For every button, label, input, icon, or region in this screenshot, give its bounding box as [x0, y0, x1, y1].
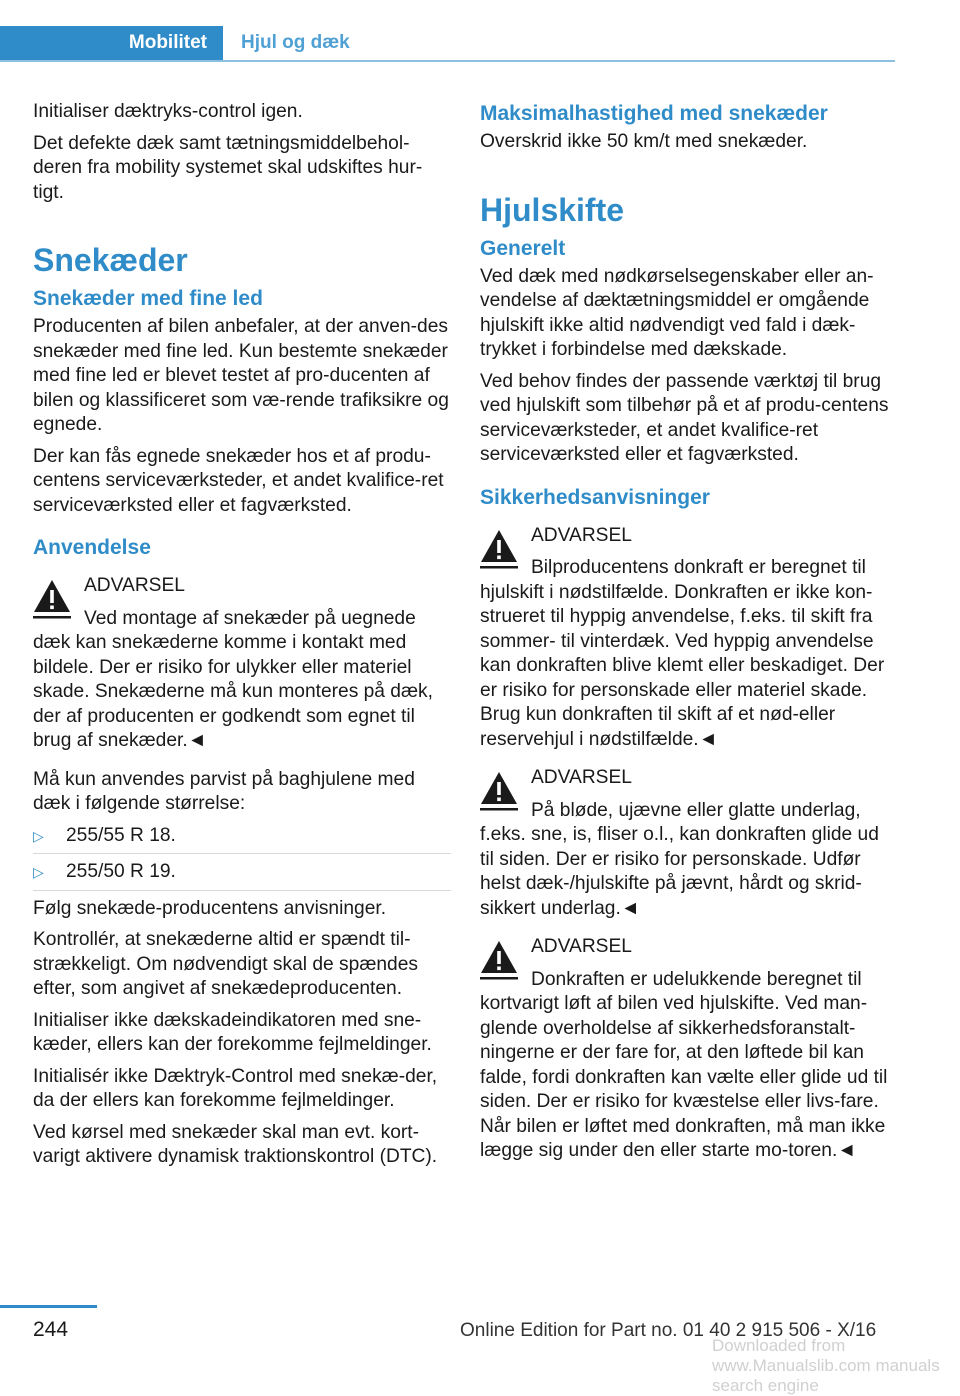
subheading-maksimalhastighed: Maksimalhastighed med snekæder	[480, 102, 828, 125]
tab-hjul-og-daek[interactable]	[223, 26, 350, 60]
subheading-sikkerhedsanvisninger: Sikkerhedsanvisninger	[480, 485, 710, 509]
paragraph: Producenten af bilen anbefaler, at der anven‐des snekæder med fine led. Kun bestemte snekæder med fine led er blevet testet af pro‐ducenten af bilen og klassificeret som væ‐rende trafiksikre og egnede.	[33, 316, 449, 435]
list-item	[33, 860, 451, 891]
warning-text: På bløde, ujævne eller glatte underlag, f.eks. sne, is, fliser o.l., kan donkraften glide ud til siden. Der er risiko for personskade. Udfør helst dæk-/hjulskifte på jævnt, hårdt og skrid‐sikkert underlag.◄	[480, 799, 879, 919]
warning-block	[480, 766, 895, 921]
section-heading-hjulskifte: Hjulskifte	[480, 191, 625, 228]
subheading-anvendelse: Anvendelse	[33, 536, 151, 559]
warning-text: Bilproducentens donkraft er beregnet til hjulskift i nødstilfælde. Donkraften er ikke kon‐strueret til hyppig anvendelse, f.eks. til skift fra sommer- til vinterdæk. Ved hyppig anvendelse kan donkraften blive klemt eller beskadiget. Der er risiko for personskade eller materiel skade. Brug kun donkraften til skift af et nød‐eller reservehjul i nødstilfælde.◄	[480, 557, 885, 750]
warning-icon	[480, 528, 518, 570]
paragraph: Kontrollér, at snekæderne altid er spændt til‐strækkeligt. Om nødvendigt skal de spændes efter, som angivet af snekædeproducenten.	[33, 929, 418, 999]
paragraph: Initialiser ikke dækskadeindikatoren med sne‐kæder, ellers kan der forekomme fejlmeldinger.	[33, 1009, 432, 1055]
footer-divider	[0, 1305, 97, 1308]
right-column	[480, 100, 895, 1178]
subheading-fine-led: Snekæder med fine led	[33, 287, 263, 310]
warning-title: ADVARSEL	[531, 936, 632, 957]
warning-block	[33, 574, 451, 754]
tire-size-list	[33, 824, 451, 891]
edition-text: Online Edition for Part no. 01 40 2 915 506 - X/16	[460, 1320, 877, 1341]
tab-hjul-og-daek-label: Hjul og dæk	[241, 32, 350, 53]
paragraph: Ved behov findes der passende værktøj til brug ved hjulskift som tilbehør på et af produ‐centens serviceværksteder, et andet kvalifice‐ret serviceværksted eller et fagværksted.	[480, 370, 889, 465]
list-item-text: 255/55 R 18.	[66, 824, 176, 846]
warning-icon	[480, 770, 518, 812]
paragraph: Det defekte dæk samt tætningsmiddelbehol‐deren fra mobility systemet skal udskiftes hur‐tigt.	[33, 132, 423, 203]
subheading-generelt: Generelt	[480, 236, 566, 260]
warning-block	[480, 935, 895, 1164]
watermark-text: Downloaded from www.Manualslib.com manuals search engine	[712, 1336, 940, 1395]
triangle-bullet-icon: ▷	[33, 827, 44, 844]
tab-mobilitet[interactable]	[0, 26, 223, 60]
header-divider	[0, 60, 895, 62]
paragraph: Initialisér ikke Dæktryk-Control med snekæ‐der, da der ellers kan forekomme fejlmeldinger.	[33, 1065, 438, 1111]
tab-mobilitet-label: Mobilitet	[128, 32, 207, 53]
paragraph: Initialiser dæktryks-control igen.	[33, 101, 303, 122]
page-number: 244	[33, 1318, 69, 1341]
left-column	[33, 100, 451, 1177]
warning-title: ADVARSEL	[84, 575, 185, 596]
section-heading-snekaeder: Snekæder	[33, 242, 188, 278]
paragraph: Følg snekæde-producentens anvisninger.	[33, 897, 387, 919]
warning-icon	[480, 939, 518, 981]
list-item-text: 255/50 R 19.	[66, 861, 176, 882]
warning-text: Ved montage af snekæder på uegnede dæk kan snekæderne komme i kontakt med bildele. Der er risiko for ulykker eller materiel skade. Snekæderne må kun monteres på dæk, der af producenten er godkendt som egnet til brug af snekæder.◄	[33, 607, 433, 751]
paragraph: Overskrid ikke 50 km/t med snekæder.	[480, 131, 808, 152]
warning-title: ADVARSEL	[531, 524, 632, 546]
warning-title: ADVARSEL	[531, 767, 632, 788]
paragraph: Der kan fås egnede snekæder hos et af produ‐centens serviceværksteder, et andet kvalifice‐ret serviceværksted eller et fagværksted.	[33, 445, 444, 516]
warning-text: Donkraften er udelukkende beregnet til kortvarigt løft af bilen ved hjulskifte. Ved man‐glende overholdelse af sikkerhedsforanstalt‐ningerne er der fare for, at den løftede bil kan falde, fordi donkraften kan vælte eller glide ud til siden. Der er risiko for kvæstelse eller livs‐fare. Når bilen er løftet med donkraften, må man ikke lægge sig under den eller starte mo‐toren.◄	[480, 968, 888, 1161]
warning-icon	[33, 578, 71, 620]
triangle-bullet-icon: ▷	[33, 864, 44, 880]
warning-block	[480, 524, 895, 753]
paragraph: Ved dæk med nødkørselsegenskaber eller an‐vendelse af dæktætningsmiddel er omgående hjulskift ikke altid nødvendigt ved fald i dæk‐trykket i forbindelse med dækskade.	[480, 265, 874, 360]
list-item	[33, 824, 451, 855]
paragraph: Ved kørsel med snekæder skal man evt. kort‐varigt aktivere dynamisk traktionskontrol (DTC).	[33, 1121, 438, 1167]
paragraph: Må kun anvendes parvist på baghjulene med dæk i følgende størrelse:	[33, 768, 415, 814]
